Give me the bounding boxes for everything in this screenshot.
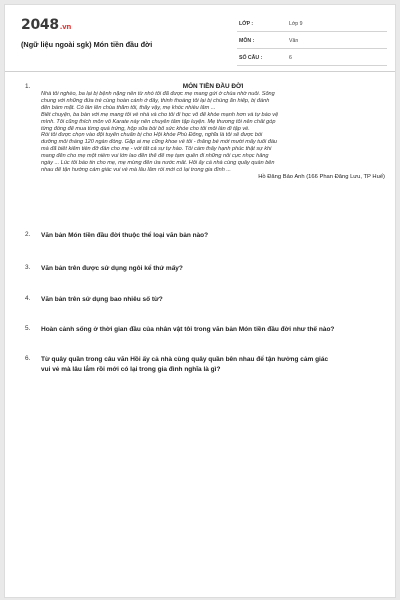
question-text-line: Từ quây quần trong câu văn Hồi ấy cả nhà cùng quây quần bên nhau để tận hưởng cảm giác [41,356,329,363]
passage-line: mà đã biết kiếm tiền đỡ đần cho mẹ - với tất cả sự tự hào. Tôi cảm thấy hạnh phúc thật sự khi [41,146,272,153]
question-number: 1. [25,83,31,90]
passage-title: MÓN TIỀN ĐẦU ĐỜI [182,83,244,90]
question-text: Văn bản trên được sử dụng ngôi kể thứ mấy? [41,265,183,272]
meta-row-subject [237,34,387,49]
meta-key: LỚP : [239,21,254,27]
question-text [41,355,385,375]
meta-key: SỐ CÂU : [239,55,263,61]
passage-line: ngày ... Lúc tôi báo tin cho mẹ, mẹ mừng đến ứa nước mắt. Hỗi ấy cả nhà cùng quây quần bên [41,160,275,167]
question-number: 4. [25,295,31,302]
question-number: 5. [25,325,31,332]
passage-line: đến bầm mặt. Có lần lên chùa thăm tôi, thấy vậy, mẹ khóc nhiều lắm ... [41,104,216,111]
logo-main: 2048 [21,17,59,33]
passage [41,83,385,181]
passage-line: nhau để tận hưởng cảm giác vui vẻ mà lâu lắm rồi mới có lại trong gia đình ... [41,166,231,173]
site-logo[interactable] [21,17,71,33]
worksheet-header [5,5,395,72]
meta-row-class [237,17,387,32]
question-number: 3. [25,264,31,271]
meta-value: Văn [289,38,299,44]
question-text-line: vui vẻ mà lâu lắm rồi mới có lại trong gia đình nghĩa là gì? [41,366,221,373]
question-number: 2. [25,231,31,238]
passage-line: dưỡng mỗi tháng 120 ngàn đồng. Gặp ai mẹ cũng khoe về tôi - thằng bé mới mười mấy tuổi đầu [41,139,278,146]
passage-line: Rồi tôi được chọn vào đội tuyển chuẩn bị cho Hội khỏe Phù Đổng, nghĩa là tôi sẽ được bồi [41,132,263,139]
logo-tld: .vn [59,23,72,31]
passage-line: từng đồng để mua từng quả trứng, hộp sữa bồi bổ sức khỏe cho tôi mỗi lần đi tập về. [41,125,250,132]
meta-row-question-count [237,51,387,66]
worksheet-page [4,4,396,598]
meta-table [237,17,387,68]
meta-value: 6 [289,55,292,61]
question-number: 6. [25,355,31,362]
passage-source: Hồ Đăng Bảo Anh (166 Phan Đăng Lưu, TP Huế) [258,173,385,180]
meta-key: MÔN : [239,38,255,44]
passage-line: chung với những đứa trẻ cùng hoàn cảnh ở đây, thỉnh thoảng tôi lại bị chúng ăn hiếp, bị đánh [41,97,270,104]
meta-value: Lớp 9 [289,21,303,27]
question-text: Văn bản Món tiền đầu đời thuộc thể loại văn bản nào? [41,232,209,239]
passage-line: mang đến cho mẹ một niềm vui lớn lao đến thế để mẹ tạm quên đi những nỗi cực nhọc hằng [41,153,269,160]
question-text: Văn bản trên sử dụng bao nhiêu số từ? [41,296,163,303]
passage-line: Biết chuyện, ba bàn với mẹ mang tôi về nhà và cho tôi đi học võ để khỏe mạnh hơn và tự bảo vệ [41,111,279,118]
question-text: Hoàn cảnh sống ở thời gian đầu của nhân vật tôi trong văn bản Món tiền đầu đời như thế nào? [41,326,335,333]
passage-line: mình. Tôi cũng thích môn võ Karate này nên chuyên tâm tập luyện. Mẹ thương tôi nên chắt góp [41,118,276,125]
passage-line: Nhà tôi nghèo, ba lại bị bệnh nặng nên từ nhỏ tôi đã được mẹ mang gửi ở chùa nhờ nuôi. Sống [41,91,275,97]
document-title: (Ngữ liệu ngoài sgk) Món tiền đầu đời [21,40,153,49]
